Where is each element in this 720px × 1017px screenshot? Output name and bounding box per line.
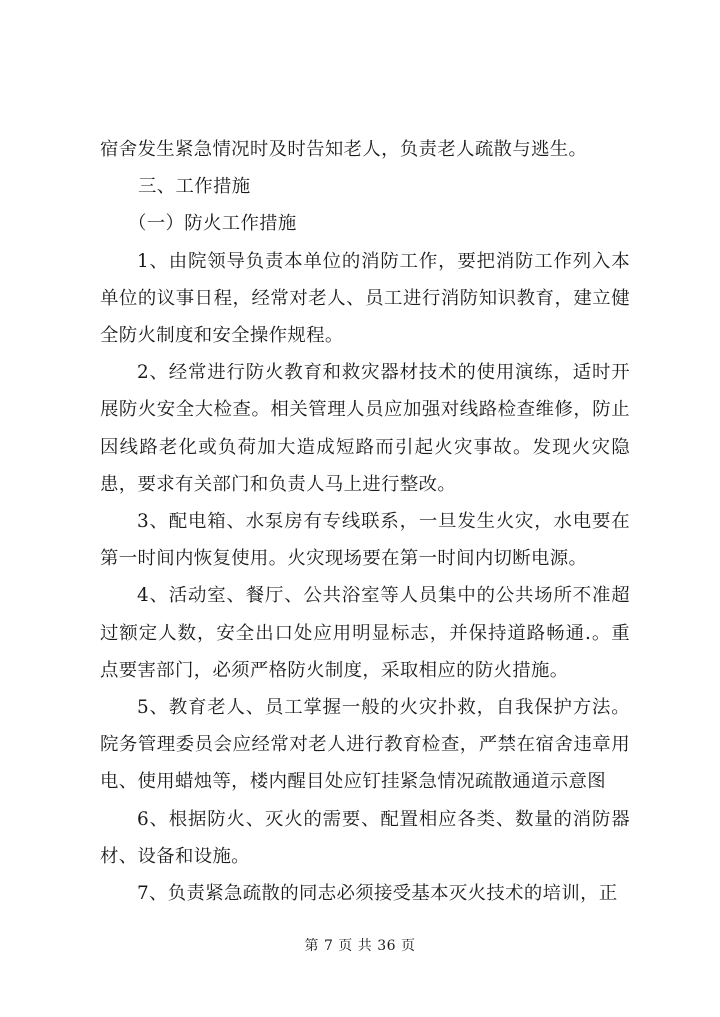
paragraph-item-3: 3、配电箱、水泵房有专线联系，一旦发生火灾，水电要在第一时间内恢复使用。火灾现场要在第一时间内切断电源。 xyxy=(100,511,630,570)
paragraph-item-6: 6、根据防火、灭火的需要、配置相应各类、数量的消防器材、设备和设施。 xyxy=(100,808,630,867)
paragraph-item-1: 1、由院领导负责本单位的消防工作，要把消防工作列入本单位的议事日程，经常对老人、员工进行消防知识教育，建立健全防火制度和安全操作规程。 xyxy=(100,250,630,347)
document-body xyxy=(100,131,630,912)
section-heading: 三、工作措施 xyxy=(138,176,251,198)
subsection-heading: （一）防火工作措施 xyxy=(128,213,297,235)
paragraph-item-2: 2、经常进行防火教育和救灾器材技术的使用演练，适时开展防火安全大检查。相关管理人员应加强对线路检查维修，防止因线路老化或负荷加大造成短路而引起火灾事故。发现火灾隐患，要求有关部门和负责人马上进行整改。 xyxy=(100,362,630,495)
paragraph-continuation: 宿舍发生紧急情况时及时告知老人，负责老人疏散与逃生。 xyxy=(100,139,588,160)
paragraph-item-4: 4、活动室、餐厅、公共浴室等人员集中的公共场所不准超过额定人数，安全出口处应用明显标志，并保持道路畅通.。重点要害部门，必须严格防火制度，采取相应的防火措施。 xyxy=(100,585,630,681)
page-number-footer: 第 7 页 共 36 页 xyxy=(304,938,416,954)
paragraph-item-7: 7、负责紧急疏散的同志必须接受基本灭火技术的培训，正 xyxy=(137,883,618,905)
paragraph-item-5: 5、教育老人、员工掌握一般的火灾扑救，自我保护方法。院务管理委员会应经常对老人进行教育检查，严禁在宿舍违章用电、使用蜡烛等，楼内醒目处应钉挂紧急情况疏散通道示意图 xyxy=(100,697,630,793)
